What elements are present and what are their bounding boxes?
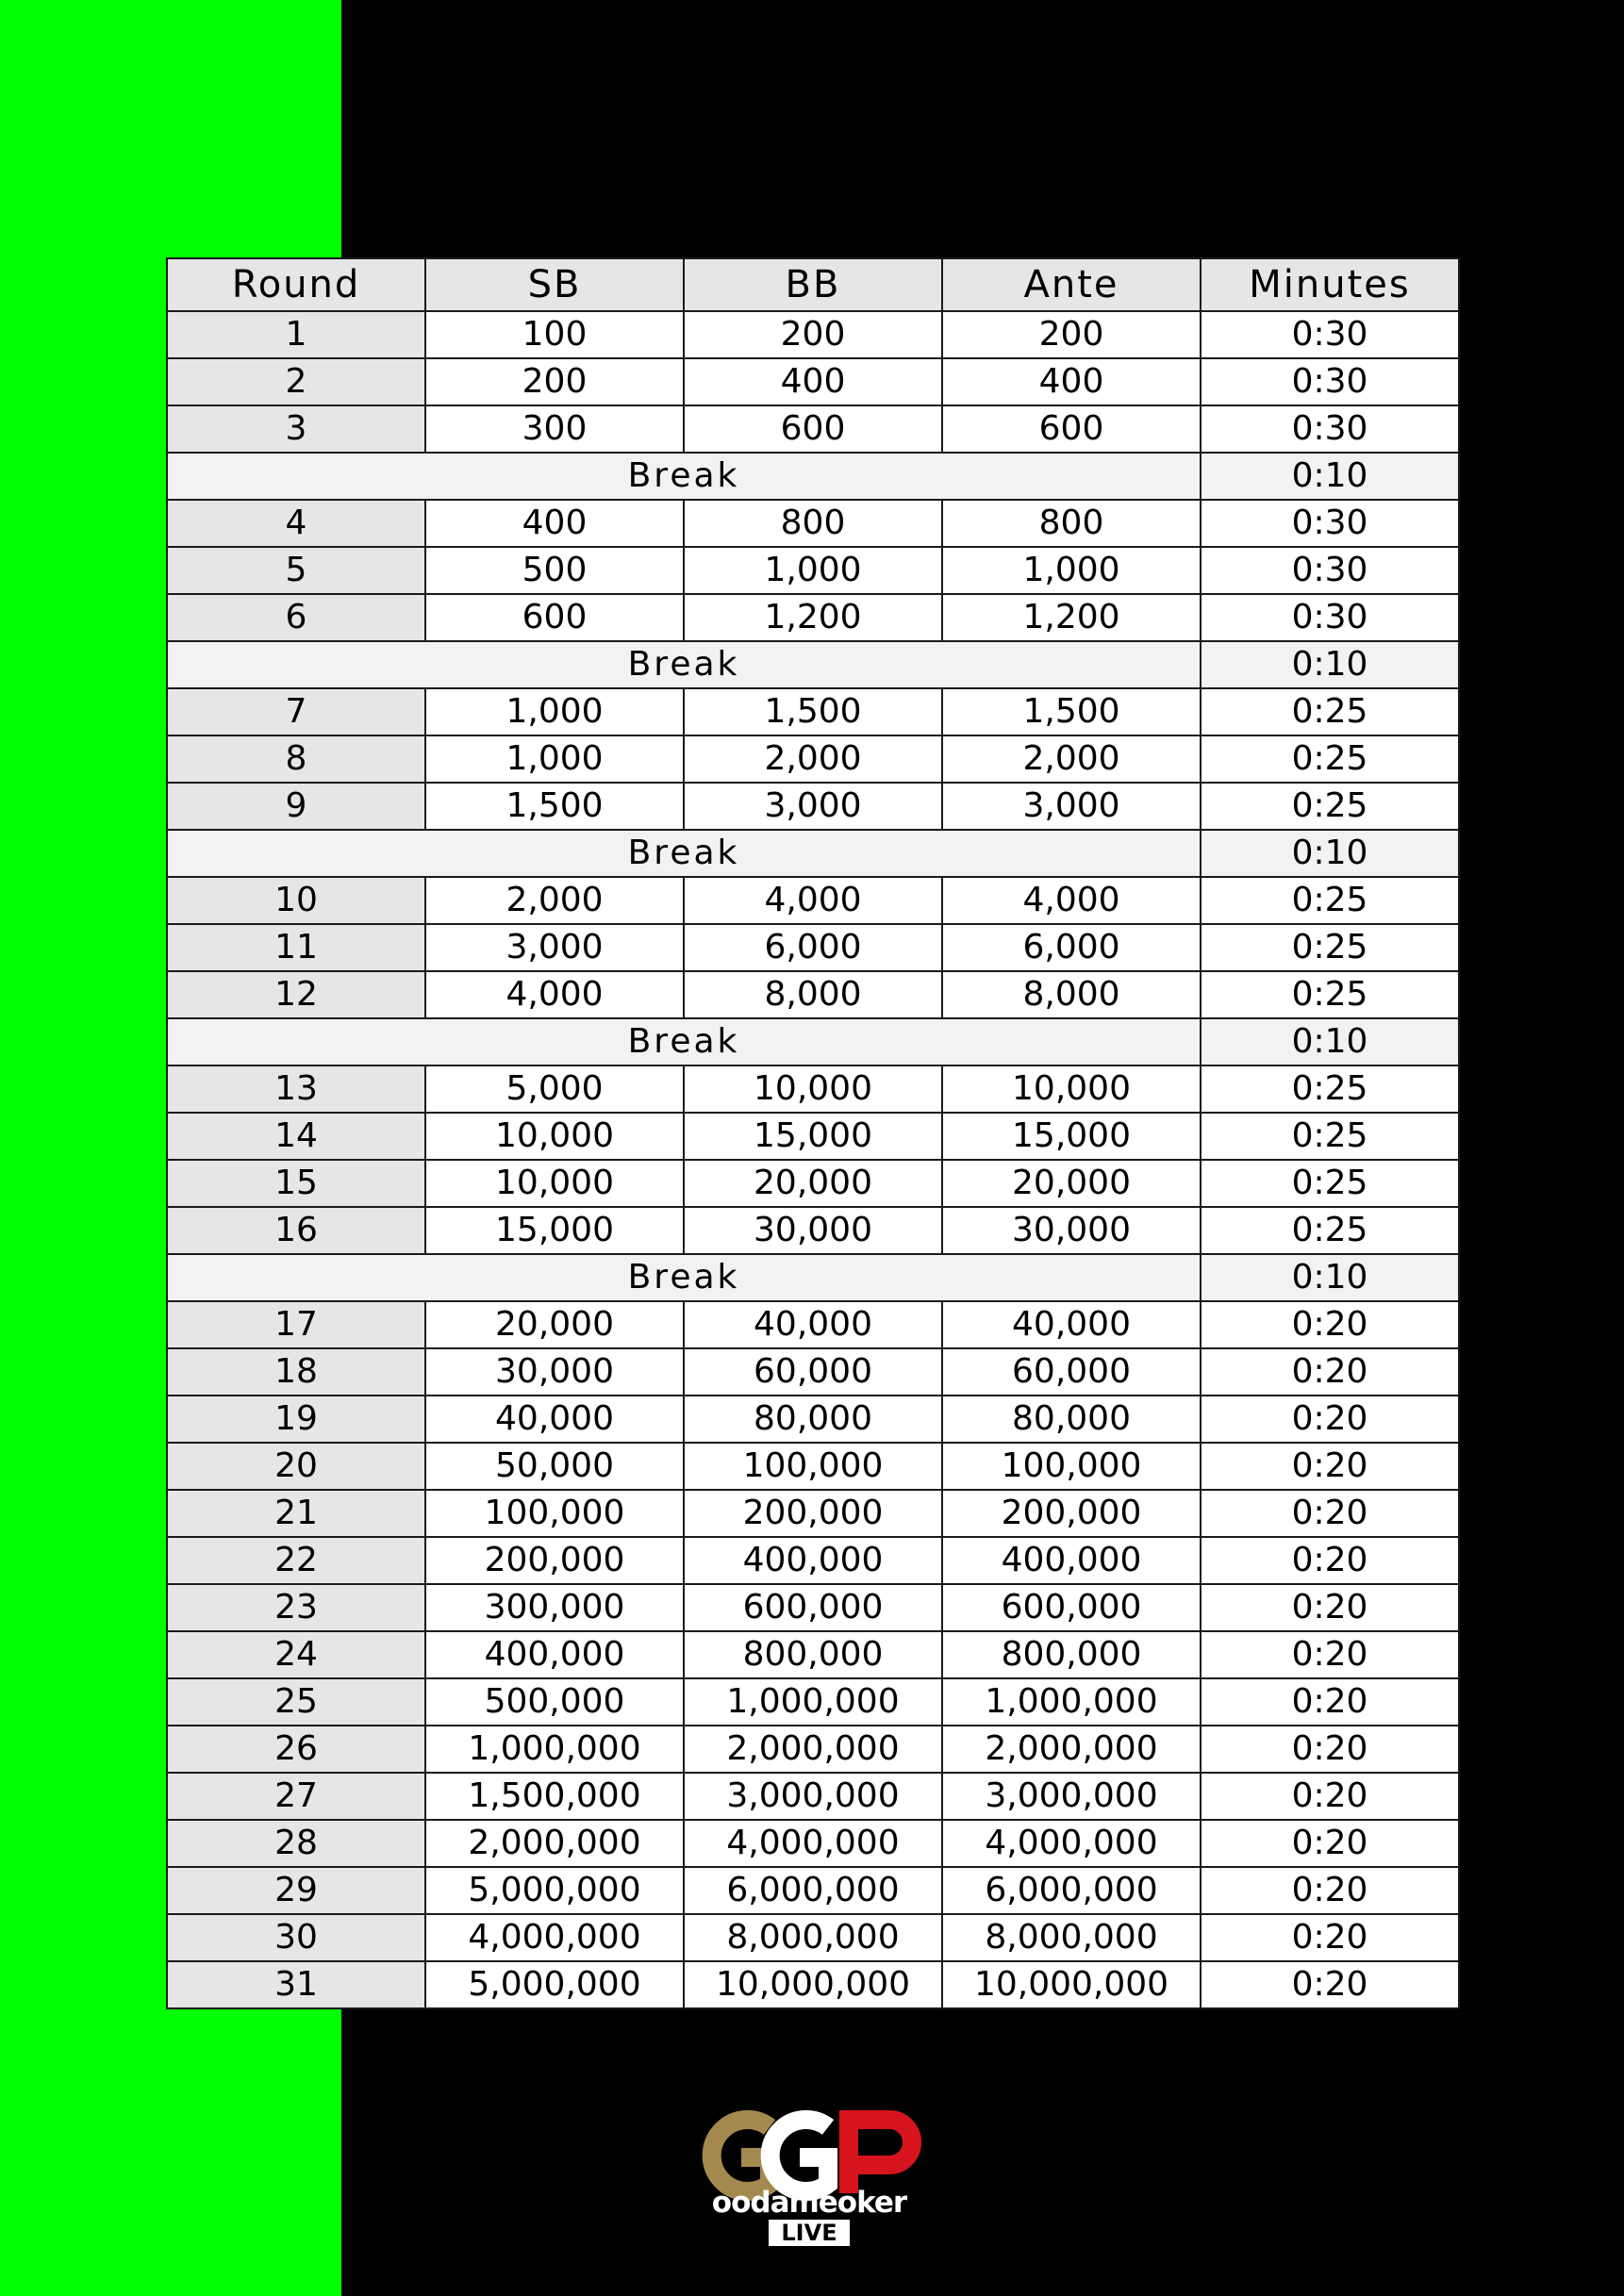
- round-cell: 12: [167, 971, 425, 1018]
- ante-cell: 200: [942, 311, 1201, 358]
- sb-cell: 100,000: [425, 1490, 684, 1537]
- bb-cell: 8,000: [684, 971, 942, 1018]
- sb-cell: 400,000: [425, 1631, 684, 1678]
- round-cell: 11: [167, 924, 425, 971]
- sb-cell: 2,000: [425, 877, 684, 924]
- ante-cell: 8,000,000: [942, 1914, 1201, 1961]
- round-cell: 21: [167, 1490, 425, 1537]
- minutes-cell: 0:20: [1201, 1443, 1459, 1490]
- round-cell: 19: [167, 1396, 425, 1443]
- minutes-cell: 0:30: [1201, 311, 1459, 358]
- level-row: [167, 1396, 1459, 1443]
- sb-cell: 200: [425, 358, 684, 405]
- round-cell: 7: [167, 688, 425, 735]
- bb-cell: 20,000: [684, 1160, 942, 1207]
- break-minutes: 0:10: [1201, 830, 1459, 877]
- minutes-cell: 0:20: [1201, 1914, 1459, 1961]
- round-cell: 30: [167, 1914, 425, 1961]
- break-label: Break: [167, 1018, 1201, 1065]
- round-cell: 2: [167, 358, 425, 405]
- level-row: [167, 1914, 1459, 1961]
- round-cell: 16: [167, 1207, 425, 1254]
- break-label: Break: [167, 1254, 1201, 1301]
- bb-cell: 3,000: [684, 783, 942, 830]
- minutes-cell: 0:25: [1201, 1207, 1459, 1254]
- break-row: [167, 830, 1459, 877]
- header-minutes: Minutes: [1201, 258, 1459, 311]
- bb-cell: 2,000: [684, 735, 942, 783]
- minutes-cell: 0:30: [1201, 405, 1459, 453]
- minutes-cell: 0:20: [1201, 1820, 1459, 1867]
- ante-cell: 6,000: [942, 924, 1201, 971]
- minutes-cell: 0:25: [1201, 877, 1459, 924]
- sb-cell: 300,000: [425, 1584, 684, 1631]
- round-cell: 22: [167, 1537, 425, 1584]
- ante-cell: 80,000: [942, 1396, 1201, 1443]
- header-sb: SB: [425, 258, 684, 311]
- ggpoker-live-logo: [687, 2108, 932, 2246]
- bb-cell: 400: [684, 358, 942, 405]
- bb-cell: 3,000,000: [684, 1773, 942, 1820]
- level-row: [167, 1443, 1459, 1490]
- level-row: [167, 1348, 1459, 1396]
- sb-cell: 3,000: [425, 924, 684, 971]
- minutes-cell: 0:20: [1201, 1396, 1459, 1443]
- level-row: [167, 1726, 1459, 1773]
- ante-cell: 30,000: [942, 1207, 1201, 1254]
- round-cell: 5: [167, 547, 425, 594]
- round-cell: 28: [167, 1820, 425, 1867]
- bb-cell: 6,000,000: [684, 1867, 942, 1914]
- bb-cell: 2,000,000: [684, 1726, 942, 1773]
- minutes-cell: 0:20: [1201, 1773, 1459, 1820]
- header-ante: Ante: [942, 258, 1201, 311]
- sb-cell: 1,000: [425, 688, 684, 735]
- minutes-cell: 0:20: [1201, 1726, 1459, 1773]
- table-body: [167, 311, 1459, 2008]
- round-cell: 17: [167, 1301, 425, 1348]
- sb-cell: 100: [425, 311, 684, 358]
- header-row: [167, 258, 1459, 311]
- sb-cell: 15,000: [425, 1207, 684, 1254]
- ante-cell: 4,000: [942, 877, 1201, 924]
- break-label: Break: [167, 830, 1201, 877]
- round-cell: 31: [167, 1961, 425, 2008]
- level-row: [167, 311, 1459, 358]
- break-row: [167, 453, 1459, 500]
- level-row: [167, 877, 1459, 924]
- minutes-cell: 0:25: [1201, 688, 1459, 735]
- sb-cell: 1,500,000: [425, 1773, 684, 1820]
- level-row: [167, 1773, 1459, 1820]
- level-row: [167, 358, 1459, 405]
- minutes-cell: 0:30: [1201, 594, 1459, 641]
- sb-cell: 50,000: [425, 1443, 684, 1490]
- minutes-cell: 0:20: [1201, 1584, 1459, 1631]
- round-cell: 27: [167, 1773, 425, 1820]
- ante-cell: 400,000: [942, 1537, 1201, 1584]
- minutes-cell: 0:25: [1201, 735, 1459, 783]
- bb-cell: 200: [684, 311, 942, 358]
- logo-live-badge: LIVE: [769, 2220, 850, 2246]
- blind-structure-table: [166, 257, 1460, 2009]
- sb-cell: 5,000: [425, 1065, 684, 1113]
- level-row: [167, 1301, 1459, 1348]
- bb-cell: 1,500: [684, 688, 942, 735]
- ante-cell: 60,000: [942, 1348, 1201, 1396]
- bb-cell: 60,000: [684, 1348, 942, 1396]
- bb-cell: 15,000: [684, 1113, 942, 1160]
- bb-cell: 4,000,000: [684, 1820, 942, 1867]
- sb-cell: 500,000: [425, 1678, 684, 1726]
- level-row: [167, 1584, 1459, 1631]
- break-row: [167, 1254, 1459, 1301]
- minutes-cell: 0:30: [1201, 500, 1459, 547]
- minutes-cell: 0:20: [1201, 1631, 1459, 1678]
- bb-cell: 800: [684, 500, 942, 547]
- ante-cell: 10,000: [942, 1065, 1201, 1113]
- round-cell: 3: [167, 405, 425, 453]
- minutes-cell: 0:25: [1201, 1113, 1459, 1160]
- minutes-cell: 0:20: [1201, 1348, 1459, 1396]
- level-row: [167, 1207, 1459, 1254]
- ante-cell: 1,500: [942, 688, 1201, 735]
- round-cell: 1: [167, 311, 425, 358]
- round-cell: 14: [167, 1113, 425, 1160]
- sb-cell: 30,000: [425, 1348, 684, 1396]
- break-minutes: 0:10: [1201, 453, 1459, 500]
- ante-cell: 800,000: [942, 1631, 1201, 1678]
- level-row: [167, 1065, 1459, 1113]
- minutes-cell: 0:30: [1201, 547, 1459, 594]
- logo-wordmark: oodameoker: [711, 2186, 907, 2220]
- ante-cell: 10,000,000: [942, 1961, 1201, 2008]
- round-cell: 26: [167, 1726, 425, 1773]
- ante-cell: 15,000: [942, 1113, 1201, 1160]
- ante-cell: 1,000,000: [942, 1678, 1201, 1726]
- level-row: [167, 688, 1459, 735]
- sb-cell: 4,000: [425, 971, 684, 1018]
- bb-cell: 400,000: [684, 1537, 942, 1584]
- break-minutes: 0:10: [1201, 641, 1459, 688]
- ante-cell: 3,000: [942, 783, 1201, 830]
- level-row: [167, 1490, 1459, 1537]
- level-row: [167, 405, 1459, 453]
- header-round: Round: [167, 258, 425, 311]
- ante-cell: 4,000,000: [942, 1820, 1201, 1867]
- level-row: [167, 924, 1459, 971]
- minutes-cell: 0:20: [1201, 1961, 1459, 2008]
- minutes-cell: 0:20: [1201, 1490, 1459, 1537]
- ante-cell: 8,000: [942, 971, 1201, 1018]
- level-row: [167, 547, 1459, 594]
- level-row: [167, 1961, 1459, 2008]
- bb-cell: 800,000: [684, 1631, 942, 1678]
- ante-cell: 20,000: [942, 1160, 1201, 1207]
- ante-cell: 2,000,000: [942, 1726, 1201, 1773]
- ante-cell: 1,000: [942, 547, 1201, 594]
- header-bb: BB: [684, 258, 942, 311]
- sb-cell: 4,000,000: [425, 1914, 684, 1961]
- level-row: [167, 1113, 1459, 1160]
- sb-cell: 40,000: [425, 1396, 684, 1443]
- sb-cell: 600: [425, 594, 684, 641]
- sb-cell: 1,500: [425, 783, 684, 830]
- minutes-cell: 0:25: [1201, 971, 1459, 1018]
- bb-cell: 1,000,000: [684, 1678, 942, 1726]
- minutes-cell: 0:25: [1201, 924, 1459, 971]
- level-row: [167, 1537, 1459, 1584]
- break-label: Break: [167, 453, 1201, 500]
- round-cell: 20: [167, 1443, 425, 1490]
- ante-cell: 2,000: [942, 735, 1201, 783]
- ante-cell: 40,000: [942, 1301, 1201, 1348]
- sb-cell: 200,000: [425, 1537, 684, 1584]
- bb-cell: 30,000: [684, 1207, 942, 1254]
- bb-cell: 80,000: [684, 1396, 942, 1443]
- level-row: [167, 500, 1459, 547]
- sb-cell: 500: [425, 547, 684, 594]
- round-cell: 18: [167, 1348, 425, 1396]
- level-row: [167, 1820, 1459, 1867]
- sb-cell: 20,000: [425, 1301, 684, 1348]
- minutes-cell: 0:20: [1201, 1867, 1459, 1914]
- bb-cell: 4,000: [684, 877, 942, 924]
- round-cell: 4: [167, 500, 425, 547]
- level-row: [167, 971, 1459, 1018]
- break-row: [167, 641, 1459, 688]
- sb-cell: 1,000: [425, 735, 684, 783]
- ante-cell: 600: [942, 405, 1201, 453]
- ante-cell: 600,000: [942, 1584, 1201, 1631]
- round-cell: 23: [167, 1584, 425, 1631]
- sb-cell: 5,000,000: [425, 1961, 684, 2008]
- round-cell: 29: [167, 1867, 425, 1914]
- round-cell: 13: [167, 1065, 425, 1113]
- sb-cell: 5,000,000: [425, 1867, 684, 1914]
- minutes-cell: 0:20: [1201, 1678, 1459, 1726]
- bb-cell: 1,200: [684, 594, 942, 641]
- minutes-cell: 0:25: [1201, 783, 1459, 830]
- ante-cell: 6,000,000: [942, 1867, 1201, 1914]
- minutes-cell: 0:30: [1201, 358, 1459, 405]
- sb-cell: 400: [425, 500, 684, 547]
- sb-cell: 2,000,000: [425, 1820, 684, 1867]
- round-cell: 15: [167, 1160, 425, 1207]
- bb-cell: 100,000: [684, 1443, 942, 1490]
- level-row: [167, 783, 1459, 830]
- ante-cell: 3,000,000: [942, 1773, 1201, 1820]
- round-cell: 25: [167, 1678, 425, 1726]
- break-minutes: 0:10: [1201, 1018, 1459, 1065]
- bb-cell: 1,000: [684, 547, 942, 594]
- break-minutes: 0:10: [1201, 1254, 1459, 1301]
- minutes-cell: 0:25: [1201, 1160, 1459, 1207]
- level-row: [167, 1678, 1459, 1726]
- sb-cell: 10,000: [425, 1113, 684, 1160]
- level-row: [167, 594, 1459, 641]
- level-row: [167, 735, 1459, 783]
- sb-cell: 1,000,000: [425, 1726, 684, 1773]
- ante-cell: 800: [942, 500, 1201, 547]
- minutes-cell: 0:20: [1201, 1301, 1459, 1348]
- level-row: [167, 1160, 1459, 1207]
- bb-cell: 600: [684, 405, 942, 453]
- ante-cell: 400: [942, 358, 1201, 405]
- ante-cell: 200,000: [942, 1490, 1201, 1537]
- bb-cell: 10,000,000: [684, 1961, 942, 2008]
- minutes-cell: 0:20: [1201, 1537, 1459, 1584]
- round-cell: 6: [167, 594, 425, 641]
- bb-cell: 200,000: [684, 1490, 942, 1537]
- round-cell: 10: [167, 877, 425, 924]
- ante-cell: 100,000: [942, 1443, 1201, 1490]
- round-cell: 9: [167, 783, 425, 830]
- round-cell: 8: [167, 735, 425, 783]
- ante-cell: 1,200: [942, 594, 1201, 641]
- sb-cell: 300: [425, 405, 684, 453]
- bb-cell: 40,000: [684, 1301, 942, 1348]
- level-row: [167, 1631, 1459, 1678]
- bb-cell: 600,000: [684, 1584, 942, 1631]
- level-row: [167, 1867, 1459, 1914]
- round-cell: 24: [167, 1631, 425, 1678]
- sb-cell: 10,000: [425, 1160, 684, 1207]
- minutes-cell: 0:25: [1201, 1065, 1459, 1113]
- break-label: Break: [167, 641, 1201, 688]
- bb-cell: 6,000: [684, 924, 942, 971]
- bb-cell: 8,000,000: [684, 1914, 942, 1961]
- bb-cell: 10,000: [684, 1065, 942, 1113]
- break-row: [167, 1018, 1459, 1065]
